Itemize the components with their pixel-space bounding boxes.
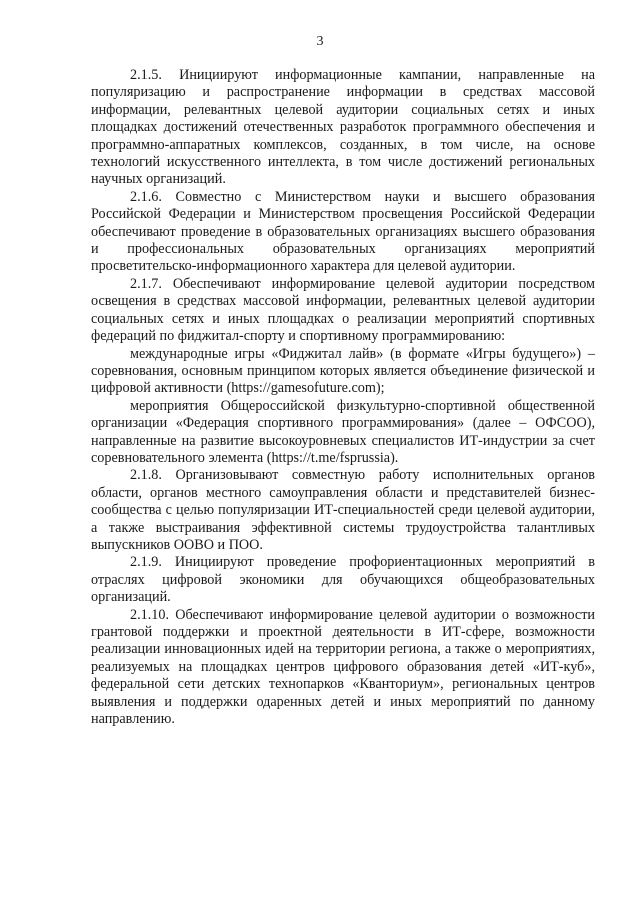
paragraph-2-1-6: 2.1.6. Совместно с Министерством науки и высшего образования Российской Федерации и Министерством просвещения Российской Федерации обеспечивают проведение в образовательных организациях высшего образования и профессиональных образовательных организациях мероприятий просветительско-информационного характера для целевой аудитории. [91,188,595,275]
paragraph-2-1-7-item-fidjital-live: международные игры «Фиджитал лайв» (в формате «Игры будущего») – соревнования, основным принципом которых является объединение физической и цифровой активности (https://gamesofuture.com); [91,345,595,397]
paragraph-2-1-9: 2.1.9. Инициируют проведение профориентационных мероприятий в отраслях цифровой экономики для обучающихся общеобразовательных организаций. [91,554,595,606]
paragraph-2-1-8: 2.1.8. Организовывают совместную работу исполнительных органов области, органов местного самоуправления области и представителей бизнес-сообщества с целью популяризации ИТ-специальностей среди целевой аудитории, а также выстраивания эффективной системы трудоустройства талантливых выпускников ООВО и ПОО. [91,467,595,553]
paragraph-2-1-10: 2.1.10. Обеспечивают информирование целевой аудитории о возможности грантовой поддержки и проектной деятельности в ИТ-сфере, возможности реализации инновационных идей на территории региона, а также о мероприятиях, реализуемых на площадках центров цифрового образования детей «ИТ-куб», федеральной сети детских технопарков «Кванториум», региональных центров выявления и поддержки одаренных детей и иных мероприятий по данному направлению. [91,606,595,728]
paragraph-2-1-7: 2.1.7. Обеспечивают информирование целевой аудитории посредством освещения в средствах массовой информации, релевантных целевой аудитории социальных сетях и иных площадках о реализации мероприятий спортивных федераций по фиджитал-спорту и спортивному программированию: [91,275,595,345]
page-number: 3 [316,34,324,49]
document-body [91,67,595,728]
paragraph-2-1-7-item-ofsoo: мероприятия Общероссийской физкультурно-спортивной общественной организации «Федерация спортивного программирования» (далее – ОФСОО), направленные на развитие высокоуровневых специалистов ИТ-индустрии за счет соревновательного элемента (https://t.me/fsprussia). [91,397,595,466]
paragraph-2-1-5: 2.1.5. Инициируют информационные кампании, направленные на популяризацию и распространение информации в средствах массовой информации, релевантных целевой аудитории социальных сетях и иных площадках достижений отечественных разработок программного обеспечения и программно-аппаратных комплексов, созданных, в том числе, на основе технологий искусственного интеллекта, в том числе достижений региональных научных организаций. [91,67,595,188]
